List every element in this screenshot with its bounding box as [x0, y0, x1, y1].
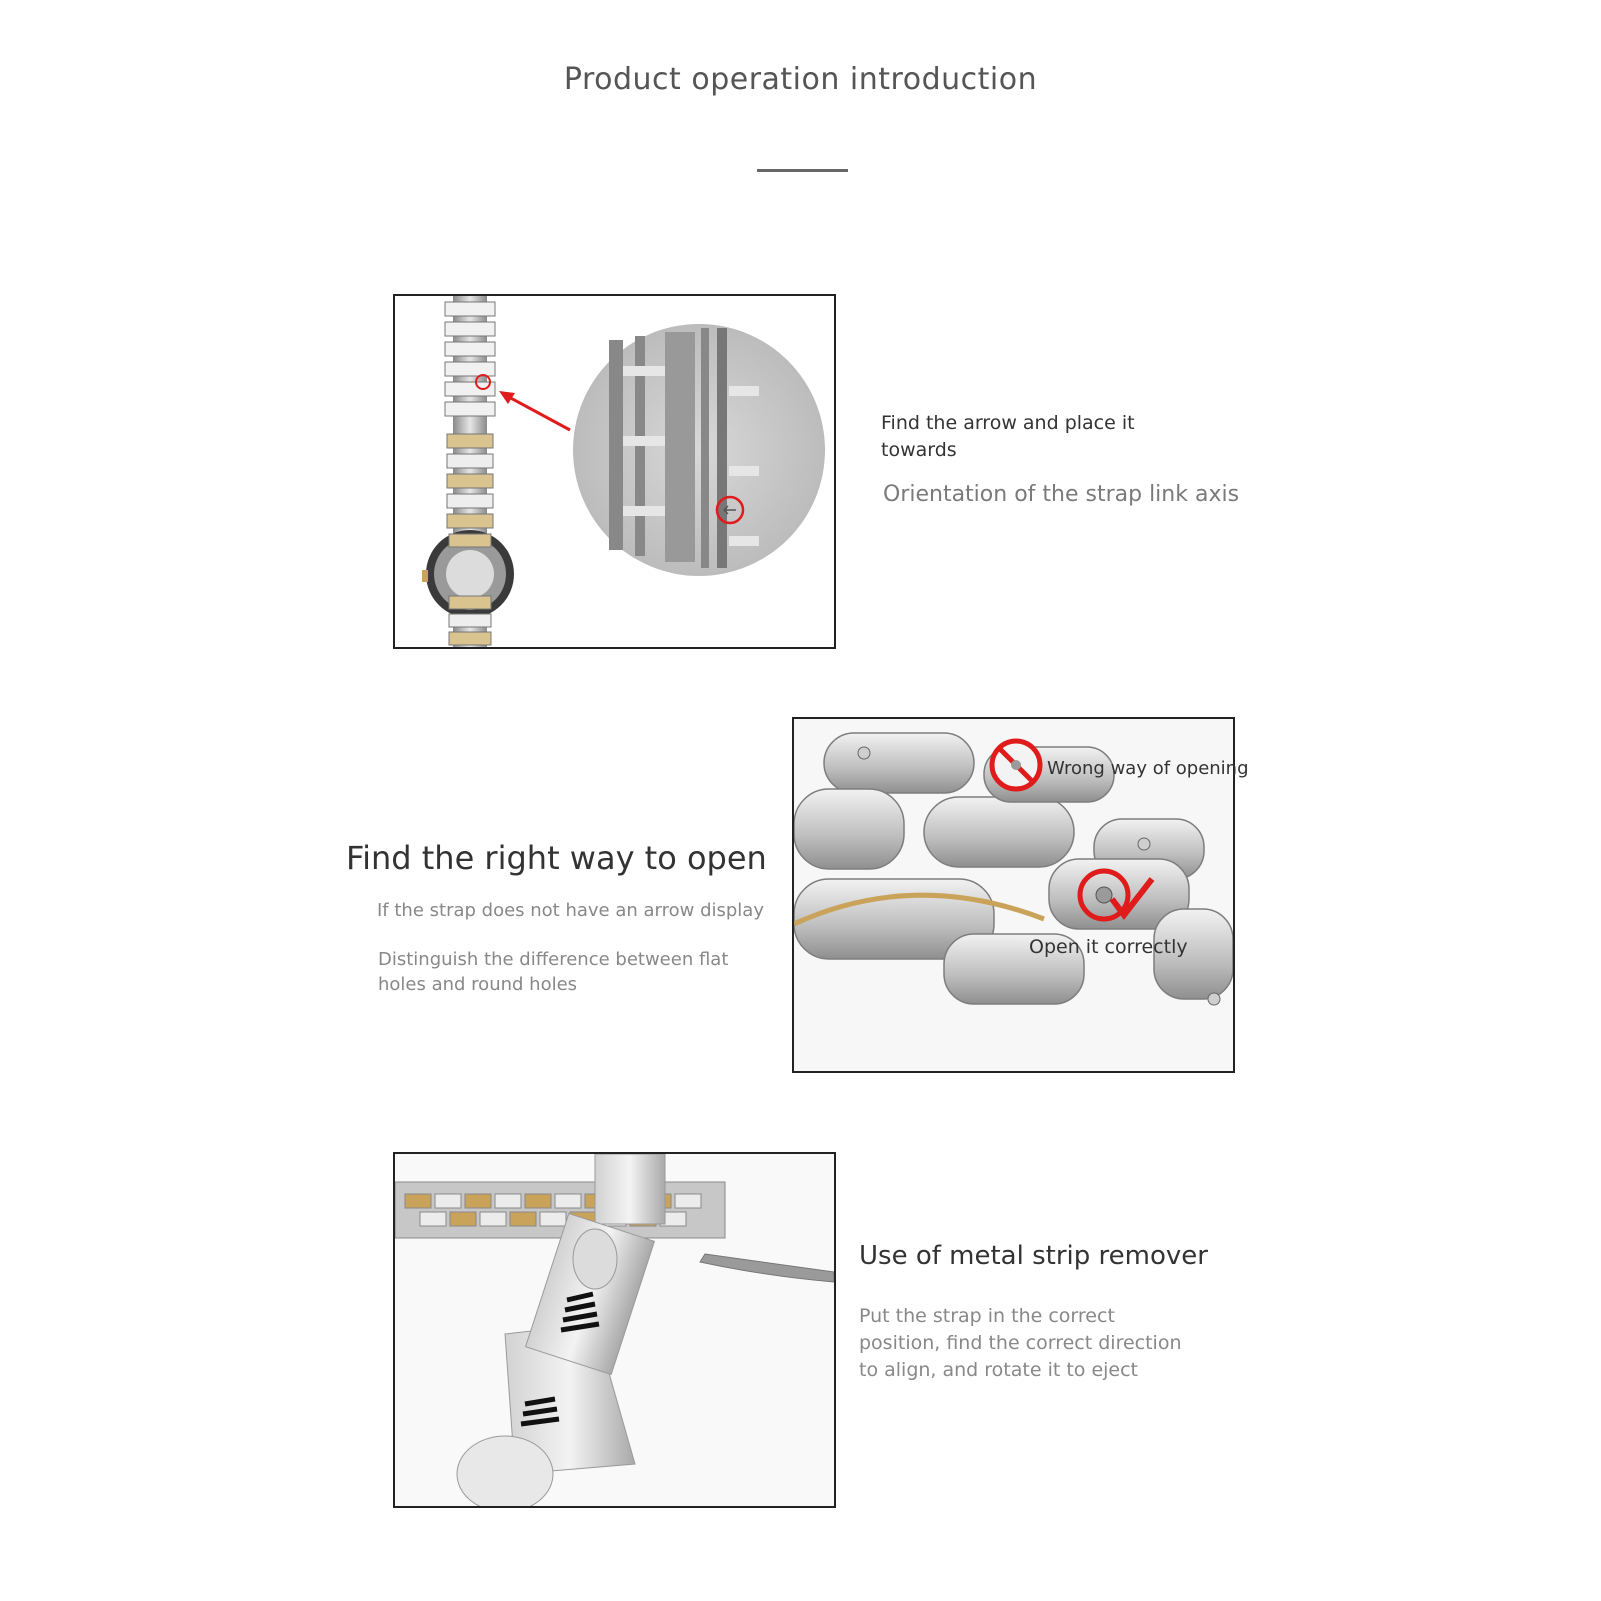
- remover-instruction-2: position, find the correct direction: [859, 1332, 1182, 1354]
- distinguish-line-1: Distinguish the difference between flat: [378, 949, 729, 970]
- distinguish-line-2: holes and round holes: [378, 974, 578, 995]
- remover-instruction-1: Put the strap in the correct: [859, 1305, 1115, 1327]
- page-title: Product operation introduction: [563, 62, 1038, 97]
- instruction-line-1: Find the arrow and place it: [881, 412, 1135, 434]
- title-divider: [757, 169, 848, 172]
- section-heading-open: Find the right way to open: [346, 839, 767, 877]
- section-heading-remover: Use of metal strip remover: [859, 1241, 1208, 1271]
- watch-strap-image: [393, 294, 836, 649]
- remover-instruction-3: to align, and rotate it to eject: [859, 1359, 1139, 1381]
- correct-way-label: Open it correctly: [1029, 936, 1188, 958]
- instruction-subtitle: Orientation of the strap link axis: [883, 482, 1240, 507]
- strip-remover-image: [393, 1152, 836, 1508]
- strap-no-arrow-text: If the strap does not have an arrow display: [377, 900, 764, 921]
- instruction-line-2: towards: [881, 439, 957, 461]
- wrong-way-label: Wrong way of opening: [1047, 758, 1249, 779]
